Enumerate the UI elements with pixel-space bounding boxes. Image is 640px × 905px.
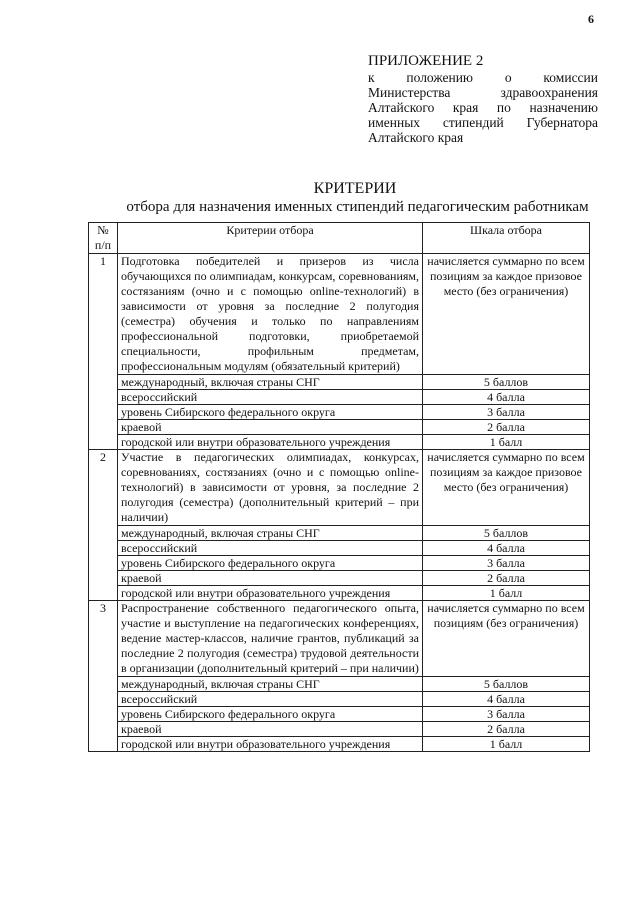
level-points: 3 балла xyxy=(423,405,590,420)
table-header-row xyxy=(89,223,590,254)
table-row xyxy=(89,601,590,677)
level-name: краевой xyxy=(118,722,423,737)
header-criterion: Критерии отбора xyxy=(118,223,423,254)
level-points: 4 балла xyxy=(423,390,590,405)
table-row xyxy=(89,375,590,390)
table-row xyxy=(89,435,590,450)
level-name: международный, включая страны СНГ xyxy=(118,375,423,390)
level-name: уровень Сибирского федерального округа xyxy=(118,556,423,571)
appendix-title: ПРИЛОЖЕНИЕ 2 xyxy=(368,53,484,69)
table-row xyxy=(89,526,590,541)
level-points: 2 балла xyxy=(423,571,590,586)
section-number: 3 xyxy=(89,601,118,752)
level-points: 5 баллов xyxy=(423,526,590,541)
level-points: 1 балл xyxy=(423,737,590,752)
level-points: 2 балла xyxy=(423,420,590,435)
appendix-text: к положению о комиссии Министерства здравоохранения Алтайского края по назначению именных стипендий Губернатора Алтайского края xyxy=(368,70,598,145)
table-row xyxy=(89,390,590,405)
appendix-block xyxy=(368,52,598,145)
table-row xyxy=(89,692,590,707)
title-line-1: КРИТЕРИИ xyxy=(313,180,397,197)
table-row xyxy=(89,677,590,692)
scale-text: начисляется суммарно по всем позициям за каждое призовое место (без ограничения) xyxy=(423,254,590,375)
table-row xyxy=(89,541,590,556)
scale-text: начисляется суммарно по всем позициям за каждое призовое место (без ограничения) xyxy=(423,450,590,526)
criterion-text: Участие в педагогических олимпиадах, конкурсах, соревнованиях, состязаниях (очно и с помощью online-технологий) в зависимости от уровня, за последние 2 полугодия (семестра) (дополнительный критерий – при наличии) xyxy=(118,450,423,526)
level-points: 5 баллов xyxy=(423,677,590,692)
criterion-text: Распространение собственного педагогического опыта, участие и выступление на педагогических конференциях, ведение мастер-классов, наличие грантов, публикаций за последние 2 полугодия (семестра) трудовой деятельности в организации (дополнительный критерий – при наличии) xyxy=(118,601,423,677)
table-row xyxy=(89,707,590,722)
table-row xyxy=(89,586,590,601)
table-row xyxy=(89,737,590,752)
level-name: городской или внутри образовательного учреждения xyxy=(118,737,423,752)
table-row xyxy=(89,420,590,435)
header-scale: Шкала отбора xyxy=(423,223,590,254)
level-name: городской или внутри образовательного учреждения xyxy=(118,586,423,601)
level-name: городской или внутри образовательного учреждения xyxy=(118,435,423,450)
section-number: 2 xyxy=(89,450,118,601)
table-row xyxy=(89,556,590,571)
scale-text: начисляется суммарно по всем позициям (без ограничения) xyxy=(423,601,590,677)
criterion-text: Подготовка победителей и призеров из числа обучающихся по олимпиадам, конкурсам, соревнованиям, состязаниям (очно и с помощью online-технологий) в зависимости от уровня за последние 2 полугодия (семестра) обучения и только по направлениям профессиональной подготовки, приобретаемой специальности, профильным предметам, профессиональным модулям (обязательный критерий) xyxy=(118,254,423,375)
section-number: 1 xyxy=(89,254,118,450)
level-name: всероссийский xyxy=(118,692,423,707)
level-name: краевой xyxy=(118,420,423,435)
table-row xyxy=(89,450,590,526)
page-number: 6 xyxy=(588,12,594,26)
level-points: 3 балла xyxy=(423,707,590,722)
level-name: международный, включая страны СНГ xyxy=(118,677,423,692)
level-points: 2 балла xyxy=(423,722,590,737)
level-name: международный, включая страны СНГ xyxy=(118,526,423,541)
title-line-2: отбора для назначения именных стипендий педагогическим работникам xyxy=(126,199,589,215)
level-points: 4 балла xyxy=(423,692,590,707)
level-name: всероссийский xyxy=(118,541,423,556)
level-points: 1 балл xyxy=(423,435,590,450)
table-row xyxy=(89,254,590,375)
level-points: 3 балла xyxy=(423,556,590,571)
level-name: всероссийский xyxy=(118,390,423,405)
table-row xyxy=(89,405,590,420)
level-name: уровень Сибирского федерального округа xyxy=(118,707,423,722)
criteria-table xyxy=(88,222,590,752)
level-points: 4 балла xyxy=(423,541,590,556)
header-num: № п/п xyxy=(89,223,118,254)
level-points: 1 балл xyxy=(423,586,590,601)
table-row xyxy=(89,571,590,586)
table-row xyxy=(89,722,590,737)
level-name: уровень Сибирского федерального округа xyxy=(118,405,423,420)
document-title xyxy=(0,180,640,216)
level-name: краевой xyxy=(118,571,423,586)
level-points: 5 баллов xyxy=(423,375,590,390)
